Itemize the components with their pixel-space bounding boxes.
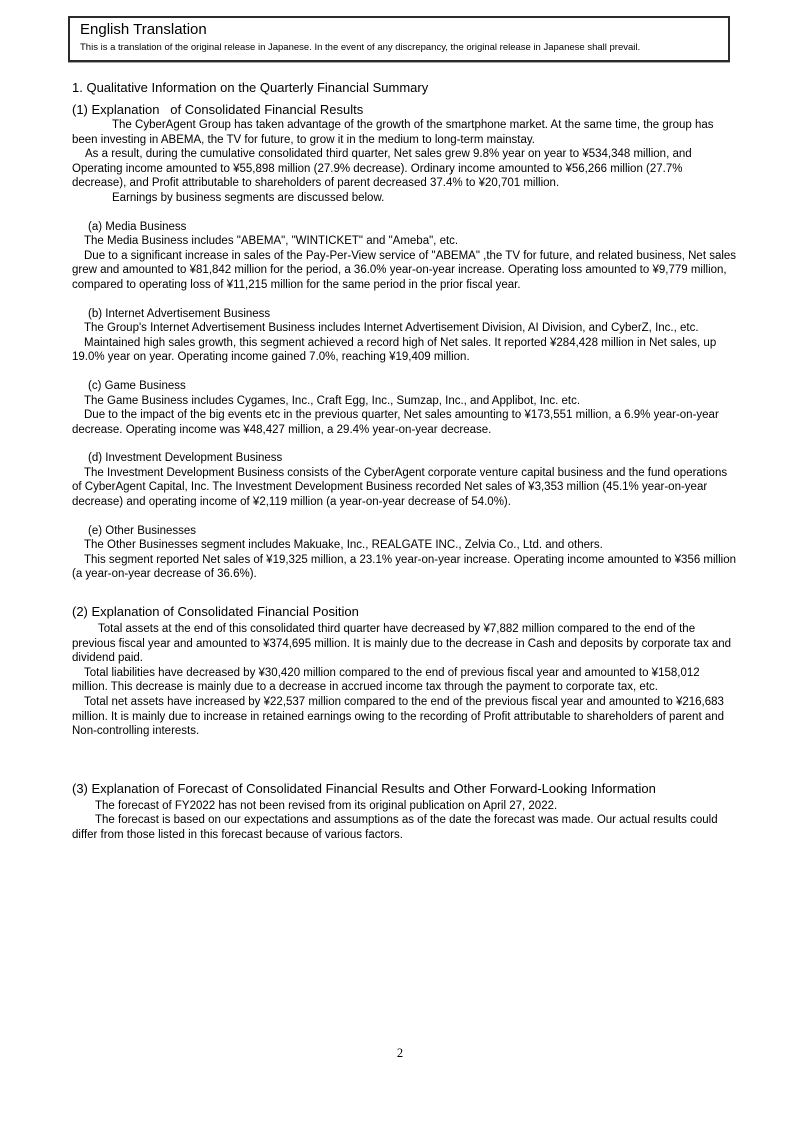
segment-label: (d) Investment Development Business	[88, 452, 283, 465]
translation-notice-subtitle: This is a translation of the original release in Japanese. In the event of any discrepancy, the original release in Japanese shall prevail.	[80, 42, 641, 53]
section-1-heading: 1. Qualitative Information on the Quarterly Financial Summary	[72, 80, 429, 95]
financial-position-paragraph: Total net assets have increased by ¥22,537 million compared to the end of the previous fiscal year and amounted to ¥216,683 million. It is mainly due to increase in retained earnings owing to the recording of Profit attributable to shareholders of parent and Non-controlling interests.	[72, 696, 725, 738]
segment-investment-development-business	[72, 451, 738, 509]
segment-paragraph: This segment reported Net sales of ¥19,325 million, a 23.1% year-on-year increase. Operating income amounted to ¥356 million (a year-on-year decrease of 36.6%).	[72, 553, 737, 581]
segment-paragraph: The Other Businesses segment includes Makuake, Inc., REALGATE INC., Zelvia Co., Ltd. and others.	[84, 539, 603, 552]
segment-paragraph: The Game Business includes Cygames, Inc., Craft Egg, Inc., Sumzap, Inc., and Applibot, Inc. etc.	[84, 394, 581, 407]
subsection-2-heading: (2) Explanation of Consolidated Financial Position	[72, 604, 359, 620]
segment-label: (e) Other Businesses	[88, 524, 197, 537]
segment-paragraph: Due to the impact of the big events etc in the previous quarter, Net sales amounting to ¥173,551 million, a 6.9% year-on-year decrease. Operating income was ¥48,427 million, a 29.4% year-on-year decrease.	[72, 409, 719, 436]
subsection-1-heading: (1) Explanation of Consolidated Financial Results	[72, 102, 364, 117]
results-paragraph: The CyberAgent Group has taken advantage of the growth of the smartphone market. At the same time, the group has been investing in ABEMA, the TV for future, to grow it in the medium to long-term mainstay.	[72, 119, 714, 146]
segment-game-business	[72, 379, 738, 437]
segment-label: (b) Internet Advertisement Business	[88, 307, 271, 320]
segment-label: (c) Game Business	[88, 379, 186, 392]
segment-paragraph: Maintained high sales growth, this segment achieved a record high of Net sales. It reported ¥284,428 million in Net sales, up 19.0% year on year. Operating income gained 7.0%, reaching ¥19,409 million.	[72, 336, 717, 364]
translation-notice-box	[68, 16, 730, 62]
forecast-paragraph: The forecast is based on our expectations and assumptions as of the date the forecast was made. Our actual results could differ from those listed in this forecast because of various factors.	[72, 814, 718, 841]
forecast-paragraph: The forecast of FY2022 has not been revised from its original publication on April 27, 2022.	[95, 799, 558, 812]
segment-paragraph: The Media Business includes "ABEMA", "WINTICKET" and "Ameba", etc.	[84, 235, 459, 248]
financial-position-paragraph: Total liabilities have decreased by ¥30,420 million compared to the end of previous fiscal year and amounted to ¥158,012 million. This decrease is mainly due to a decrease in accrued income tax through the payment to corporate tax, etc.	[72, 666, 700, 694]
financial-position-paragraph: Total assets at the end of this consolidated third quarter have decreased by ¥7,882 million compared to the end of the previous fiscal year and amounted to ¥374,695 million. It is mainly due to the decrease in Cash and deposits by corporate tax and dividend paid.	[72, 623, 732, 665]
segment-paragraph: Due to a significant increase in sales of the Pay-Per-View service of "ABEMA" ,the TV for future, and related business, Net sales grew and amounted to ¥81,842 million for the period, a 36.0% year-on-year increase. Operating loss amounted to ¥9,779 million, compared to operating loss of ¥11,215 million for the same period in the prior fiscal year.	[72, 249, 737, 291]
translation-notice-title: English Translation	[80, 21, 207, 38]
segment-paragraph: The Group's Internet Advertisement Business includes Internet Advertisement Division, AI Division, and CyberZ, Inc., etc.	[84, 322, 699, 335]
results-paragraph: As a result, during the cumulative consolidated third quarter, Net sales grew 9.8% year on year to ¥534,348 million, and Operating income amounted to ¥55,898 million (27.9% decrease). Ordinary income amounted to ¥56,266 million (27.7% decrease), and Profit attributable to shareholders of parent decreased 37.4% to ¥20,701 million.	[72, 148, 692, 190]
page-number: 2	[396, 1046, 404, 1060]
subsection-3-heading: (3) Explanation of Forecast of Consolidated Financial Results and Other Forward-Looking Information	[72, 780, 656, 796]
segment-internet-advertisement-business	[72, 307, 738, 365]
earnings-note: Earnings by business segments are discussed below.	[112, 191, 385, 204]
segment-paragraph: The Investment Development Business consists of the CyberAgent corporate venture capital business and the fund operations of CyberAgent Capital, Inc. The Investment Development Business recorded Net sales of ¥3,353 million (45.1% year-on-year decrease) and operating income of ¥2,119 million (a year-on-year decrease of 54.0%).	[72, 466, 728, 509]
segment-label: (a) Media Business	[88, 220, 187, 233]
segment-media-business	[72, 220, 738, 293]
segment-other-businesses	[72, 524, 738, 582]
